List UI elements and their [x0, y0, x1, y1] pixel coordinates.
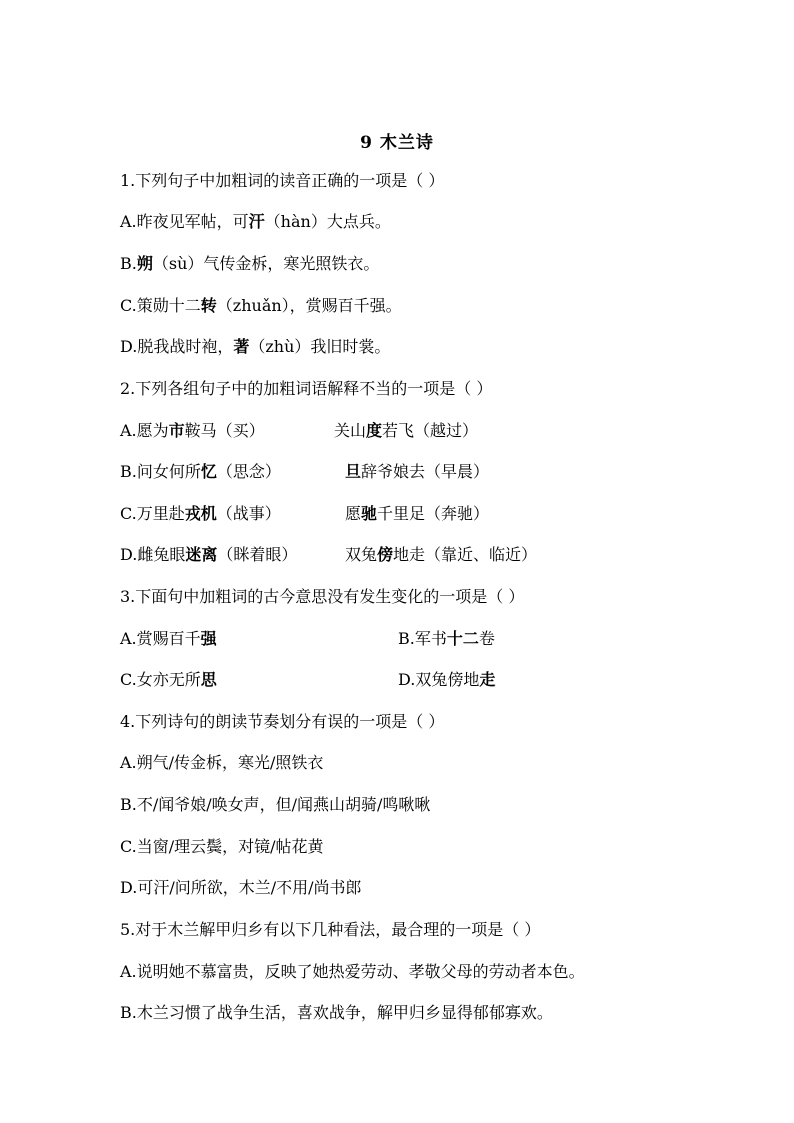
question-4-stem: 4.下列诗句的朗读节奏划分有误的一项是（ ）	[120, 712, 445, 731]
question-1-stem: 1.下列句子中加粗词的读音正确的一项是（ ）	[120, 171, 445, 190]
option-text: （思念）	[216, 462, 281, 481]
option-text: C.策勋十二	[120, 296, 201, 315]
bold-word: 思	[200, 670, 217, 689]
option-text: A.赏赐百千	[120, 629, 201, 648]
option-text: C.万里赴	[120, 504, 185, 523]
option-text: D.双兔傍地	[398, 670, 480, 689]
question-1-option-d	[120, 336, 390, 358]
bold-word: 转	[200, 296, 217, 315]
bold-word: 傍	[377, 545, 394, 564]
question-4-option-c: C.当窗/理云鬓，对镜/帖花黄	[120, 837, 324, 856]
option-text: A.昨夜见军帖，可	[120, 212, 249, 231]
question-2-option-a-first	[120, 420, 265, 442]
bold-word: 市	[168, 421, 185, 440]
question-2-option-d-second	[345, 544, 537, 566]
option-text: 辞爷娘去（早晨）	[361, 462, 490, 481]
bold-word: 度	[366, 421, 383, 440]
bold-word: 十二	[446, 629, 479, 648]
option-text: （hàn）大点兵。	[264, 212, 391, 231]
option-text: 千里足（奔驰）	[377, 504, 490, 523]
option-text: 关山	[334, 421, 367, 440]
option-text: （zhuǎn），赏赐百千强。	[216, 296, 402, 315]
option-text: 卷	[478, 629, 495, 648]
question-1-option-a	[120, 211, 391, 233]
option-text: （zhù）我旧时裳。	[249, 337, 391, 356]
option-text: C.女亦无所	[120, 670, 201, 689]
question-3-option-c	[120, 669, 217, 691]
option-text: 愿	[345, 504, 362, 523]
option-text: （战事）	[216, 504, 281, 523]
option-text: （sù）气传金柝，寒光照铁衣。	[152, 254, 380, 273]
option-text: 若飞（越过）	[382, 421, 479, 440]
bold-word: 强	[200, 629, 217, 648]
question-4-option-b: B.不/闻爷娘/唤女声，但/闻燕山胡骑/鸣啾啾	[120, 795, 431, 814]
bold-word: 朔	[136, 254, 153, 273]
bold-word: 汗	[248, 212, 265, 231]
bold-word: 驰	[361, 504, 378, 523]
option-text: B.军书	[398, 629, 447, 648]
option-text: 鞍马（买）	[184, 421, 265, 440]
question-1-option-b	[120, 253, 379, 275]
question-3-option-d	[398, 669, 495, 691]
option-text: A.愿为	[120, 421, 169, 440]
option-text: 双兔	[345, 545, 378, 564]
question-3-stem: 3.下面句中加粗词的古今意思没有发生变化的一项是（ ）	[120, 587, 525, 606]
question-2-option-d-first	[120, 544, 297, 566]
bold-word: 走	[479, 670, 496, 689]
question-4-option-a: A.朔气/传金柝，寒光/照铁衣	[120, 753, 324, 772]
question-5-stem: 5.对于木兰解甲归乡有以下几种看法，最合理的一项是（ ）	[120, 920, 541, 939]
page-title: 9 木兰诗	[360, 133, 434, 153]
option-text: B.	[120, 254, 137, 273]
question-2-option-c-first	[120, 503, 281, 525]
question-2-option-a-second	[334, 420, 478, 442]
question-2-option-c-second	[345, 503, 489, 525]
question-1-option-c	[120, 295, 402, 317]
bold-word: 旦	[345, 462, 362, 481]
option-text: 地走（靠近、临近）	[393, 545, 538, 564]
question-5-option-b: B.木兰习惯了战争生活，喜欢战争，解甲归乡显得郁郁寡欢。	[120, 1003, 553, 1022]
question-2-option-b-first	[120, 461, 281, 483]
option-text: B.问女何所	[120, 462, 201, 481]
bold-word: 忆	[200, 462, 217, 481]
bold-word: 迷离	[185, 545, 218, 564]
question-3-option-b	[398, 628, 495, 650]
bold-word: 戎机	[184, 504, 217, 523]
question-4-option-d: D.可汗/问所欲，木兰/不用/尚书郎	[120, 878, 362, 897]
question-5-option-a: A.说明她不慕富贵，反映了她热爱劳动、孝敬父母的劳动者本色。	[120, 962, 585, 981]
question-3-option-a	[120, 628, 217, 650]
question-2-stem: 2.下列各组句子中的加粗词语解释不当的一项是（ ）	[120, 379, 493, 398]
question-2-option-b-second	[345, 461, 489, 483]
option-text: D.脱我战时袍，	[120, 337, 234, 356]
bold-word: 著	[233, 337, 250, 356]
option-text: （眯着眼）	[217, 545, 298, 564]
option-text: D.雌兔眼	[120, 545, 186, 564]
